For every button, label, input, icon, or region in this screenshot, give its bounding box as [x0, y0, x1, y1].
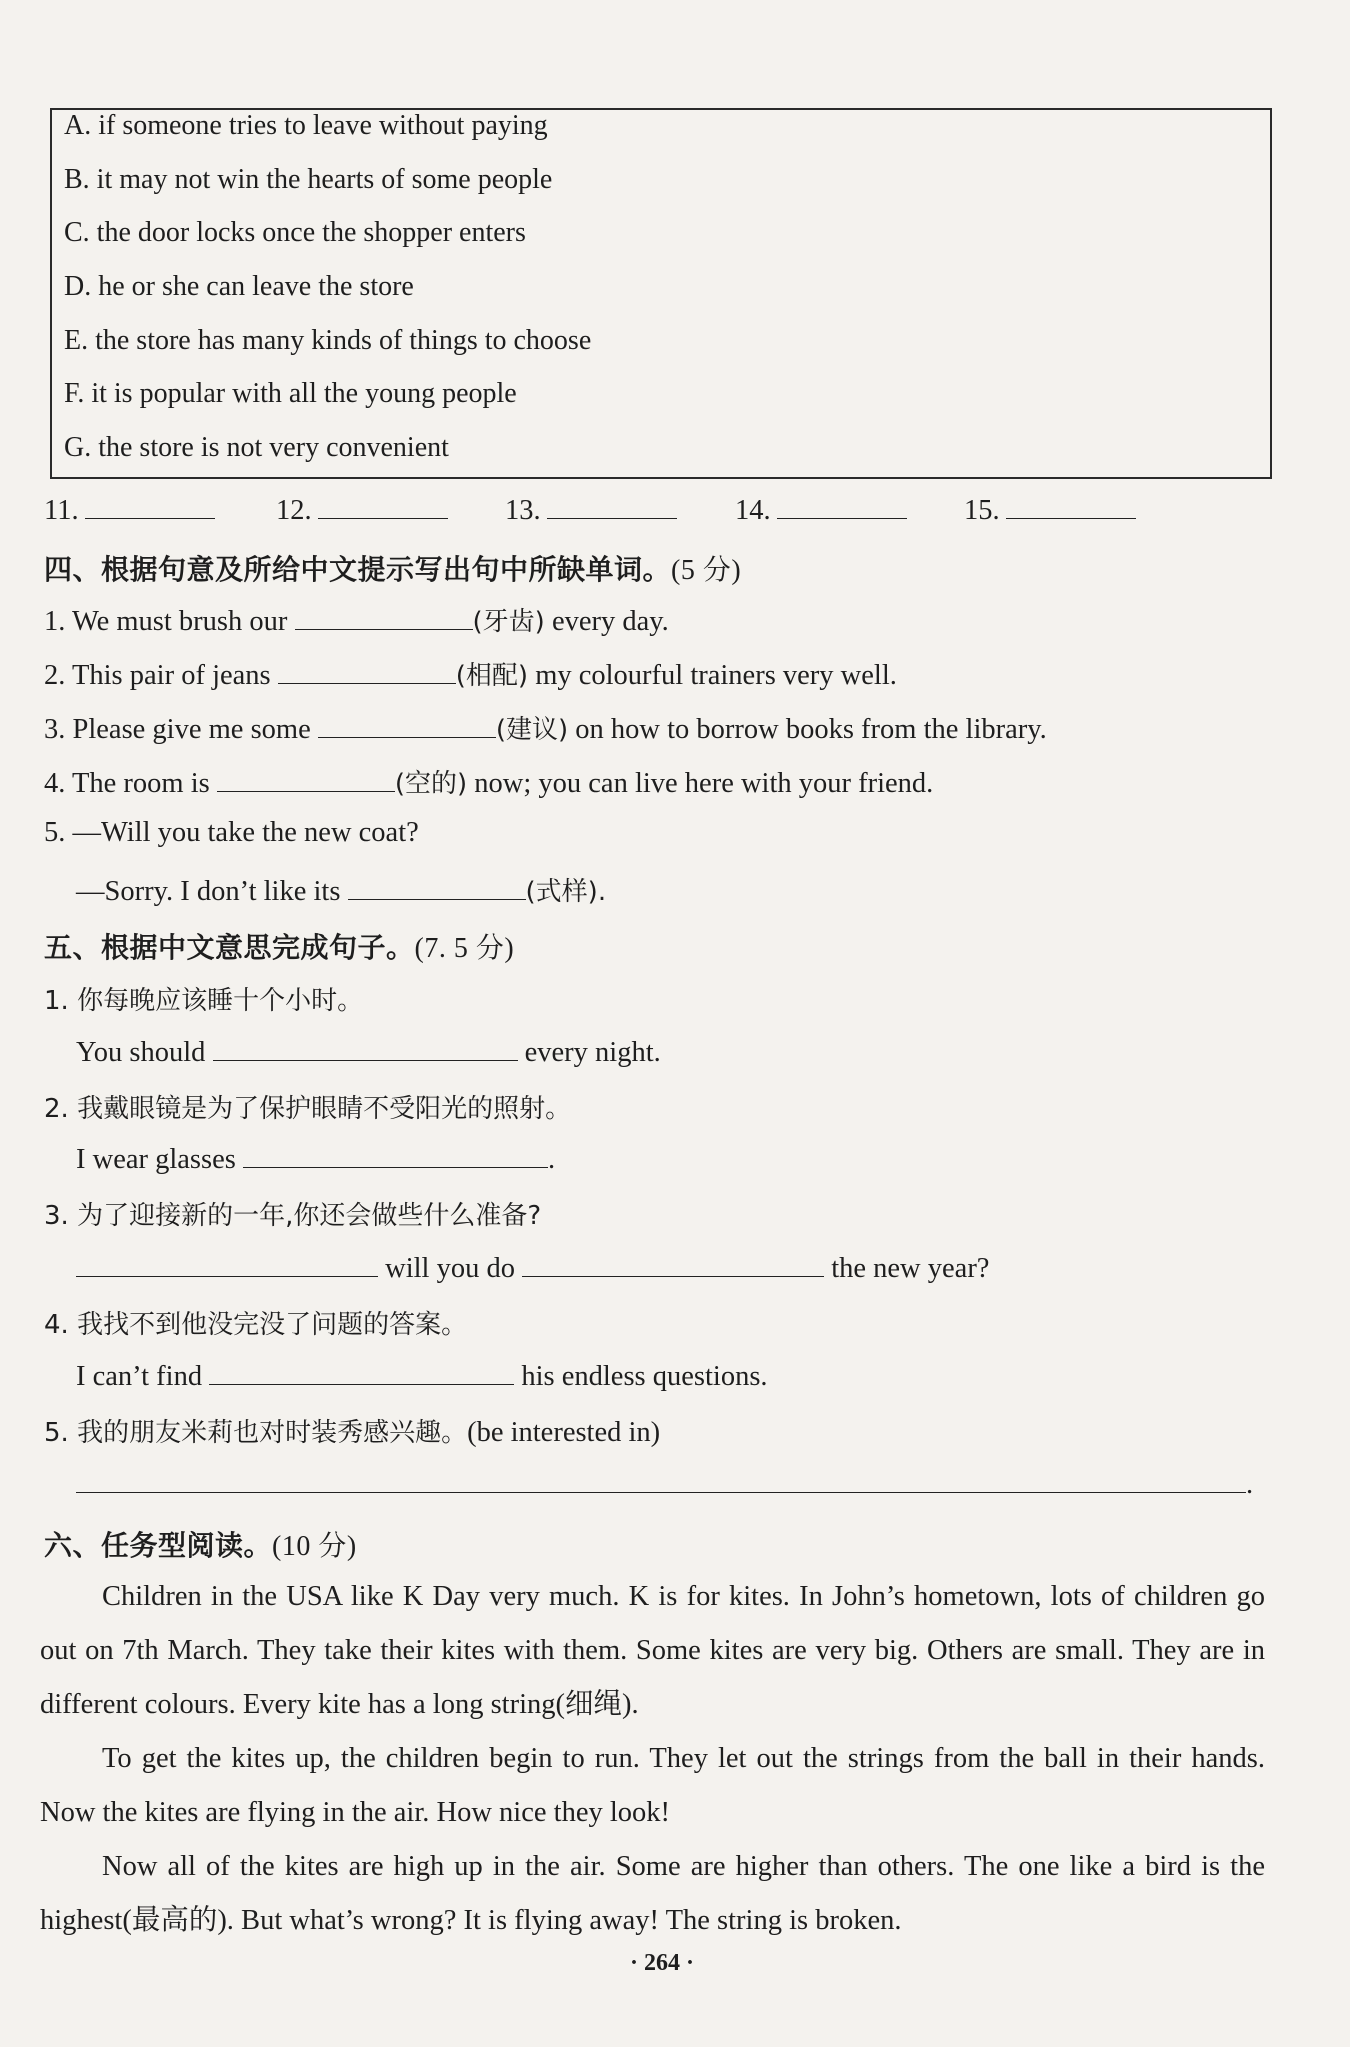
s5-q2-chinese	[44, 1088, 571, 1125]
chinese-sentence: 1. 你每晚应该睡十个小时。	[44, 986, 364, 1016]
answer-blank[interactable]	[777, 492, 907, 519]
question-text: his endless questions.	[521, 1361, 768, 1392]
answer-blank[interactable]	[76, 1250, 378, 1277]
option-a: A. if someone tries to leave without paying	[64, 110, 548, 141]
chinese-sentence: 3. 为了迎接新的一年,你还会做些什么准备?	[44, 1201, 542, 1231]
question-text: 3. Please give me some	[44, 714, 311, 745]
answer-blank[interactable]	[217, 765, 395, 792]
section6-points: (10 分)	[272, 1531, 357, 1562]
section5-title: 五、根据中文意思完成句子。	[44, 931, 415, 964]
question-text: —Sorry. I don’t like its	[76, 876, 341, 907]
option-e: E. the store has many kinds of things to choose	[64, 325, 592, 356]
reading-paragraph-2: To get the kites up, the children begin to run. They let out the strings from the ball in their hands. Now the kites are flying in the air. How nice they look!	[40, 1743, 1265, 1828]
question-text: .	[547, 1144, 556, 1175]
answer-number: 15.	[964, 495, 1000, 526]
answer-blank[interactable]	[295, 603, 473, 630]
chinese-hint: (相配)	[455, 661, 529, 691]
chinese-hint: (牙齿)	[472, 607, 545, 637]
page-number: · 264 ·	[630, 1950, 695, 1976]
answer-12	[276, 492, 448, 527]
answer-number: 11.	[44, 495, 79, 526]
option-f: F. it is popular with all the young people	[64, 378, 517, 409]
answer-blank[interactable]	[209, 1358, 514, 1385]
chinese-sentence: 2. 我戴眼镜是为了保护眼睛不受阳光的照射。	[44, 1094, 572, 1124]
s5-q5-chinese	[44, 1412, 660, 1449]
answer-blank[interactable]	[318, 492, 448, 519]
chinese-sentence: 4. 我找不到他没完没了问题的答案。	[44, 1310, 468, 1340]
s5-q1-chinese	[44, 980, 363, 1017]
answer-blank[interactable]	[1006, 492, 1136, 519]
answer-number: 13.	[505, 495, 541, 526]
question-text: will you do	[385, 1253, 515, 1284]
s4-question-1	[44, 601, 669, 638]
question-text: my colourful trainers very well.	[535, 660, 897, 691]
english-hint: (be interested in)	[467, 1417, 661, 1448]
answer-blank[interactable]	[547, 492, 677, 519]
chinese-hint: (建议)	[495, 715, 569, 745]
reading-paragraph-3: Now all of the kites are high up in the air. Some are higher than others. The one like a bird is the highest(最高的). But what’s wrong? It is flying away! The string is broken.	[40, 1851, 1265, 1936]
section6-heading	[44, 1524, 357, 1564]
s4-question-2	[44, 655, 897, 692]
answer-number: 14.	[735, 495, 771, 526]
section5-heading	[44, 926, 514, 966]
s5-q1-english	[76, 1034, 661, 1069]
s5-q5-answer-line	[76, 1466, 1253, 1501]
answer-14	[735, 492, 907, 527]
s5-q4-english	[76, 1358, 768, 1393]
s4-question-3	[44, 709, 1047, 746]
answer-blank[interactable]	[76, 1466, 1246, 1493]
answer-number: 12.	[276, 495, 312, 526]
options-box	[50, 108, 1272, 479]
question-text: the new year?	[831, 1253, 990, 1284]
chinese-hint: (空的)	[394, 769, 468, 799]
answer-blank[interactable]	[278, 657, 456, 684]
answer-15	[964, 492, 1136, 527]
answer-11	[44, 492, 215, 527]
question-text: now; you can live here with your friend.	[474, 768, 934, 799]
s5-q3-chinese	[44, 1195, 541, 1232]
option-d: D. he or she can leave the store	[64, 271, 414, 302]
answer-blank[interactable]	[348, 873, 526, 900]
section4-points: (5 分)	[671, 555, 742, 586]
answer-blank[interactable]	[243, 1141, 548, 1168]
question-text: I can’t find	[76, 1361, 203, 1392]
s4-question-5: 5. —Will you take the new coat?	[44, 817, 419, 848]
answer-blank[interactable]	[85, 492, 215, 519]
question-text: .	[1246, 1469, 1254, 1500]
s4-question-5-reply	[76, 871, 606, 908]
question-text: You should	[76, 1037, 206, 1068]
s5-q3-english	[76, 1250, 989, 1285]
section6-title: 六、任务型阅读。	[44, 1529, 273, 1562]
chinese-sentence: 5. 我的朋友米莉也对时装秀感兴趣。	[44, 1418, 468, 1448]
question-text: 4. The room is	[44, 768, 210, 799]
s4-question-4	[44, 763, 933, 800]
reading-paragraph-1: Children in the USA like K Day very much. K is for kites. In John’s hometown, lots of children go out on 7th March. They take their kites with them. Some kites are very big. Others are small. They are in different colours. Every kite has a long string(细绳).	[40, 1581, 1265, 1720]
question-text: 2. This pair of jeans	[44, 660, 271, 691]
section4-heading	[44, 548, 741, 588]
answer-blank[interactable]	[318, 711, 496, 738]
answer-blank[interactable]	[213, 1034, 518, 1061]
s5-q2-english	[76, 1141, 555, 1176]
question-text: every night.	[524, 1037, 661, 1068]
option-c: C. the door locks once the shopper enters	[64, 217, 526, 248]
chinese-hint: (式样).	[525, 877, 607, 907]
section4-title: 四、根据句意及所给中文提示写出句中所缺单词。	[44, 553, 672, 586]
question-text: 1. We must brush our	[44, 606, 288, 637]
question-text: every day.	[551, 606, 669, 637]
answer-blank[interactable]	[522, 1250, 824, 1277]
option-g: G. the store is not very convenient	[64, 432, 449, 463]
s5-q4-chinese	[44, 1304, 467, 1341]
question-text: on how to borrow books from the library.	[575, 714, 1047, 745]
option-b: B. it may not win the hearts of some people	[64, 164, 553, 195]
answer-13	[505, 492, 677, 527]
question-text: I wear glasses	[76, 1144, 236, 1175]
section5-points: (7. 5 分)	[414, 933, 515, 964]
